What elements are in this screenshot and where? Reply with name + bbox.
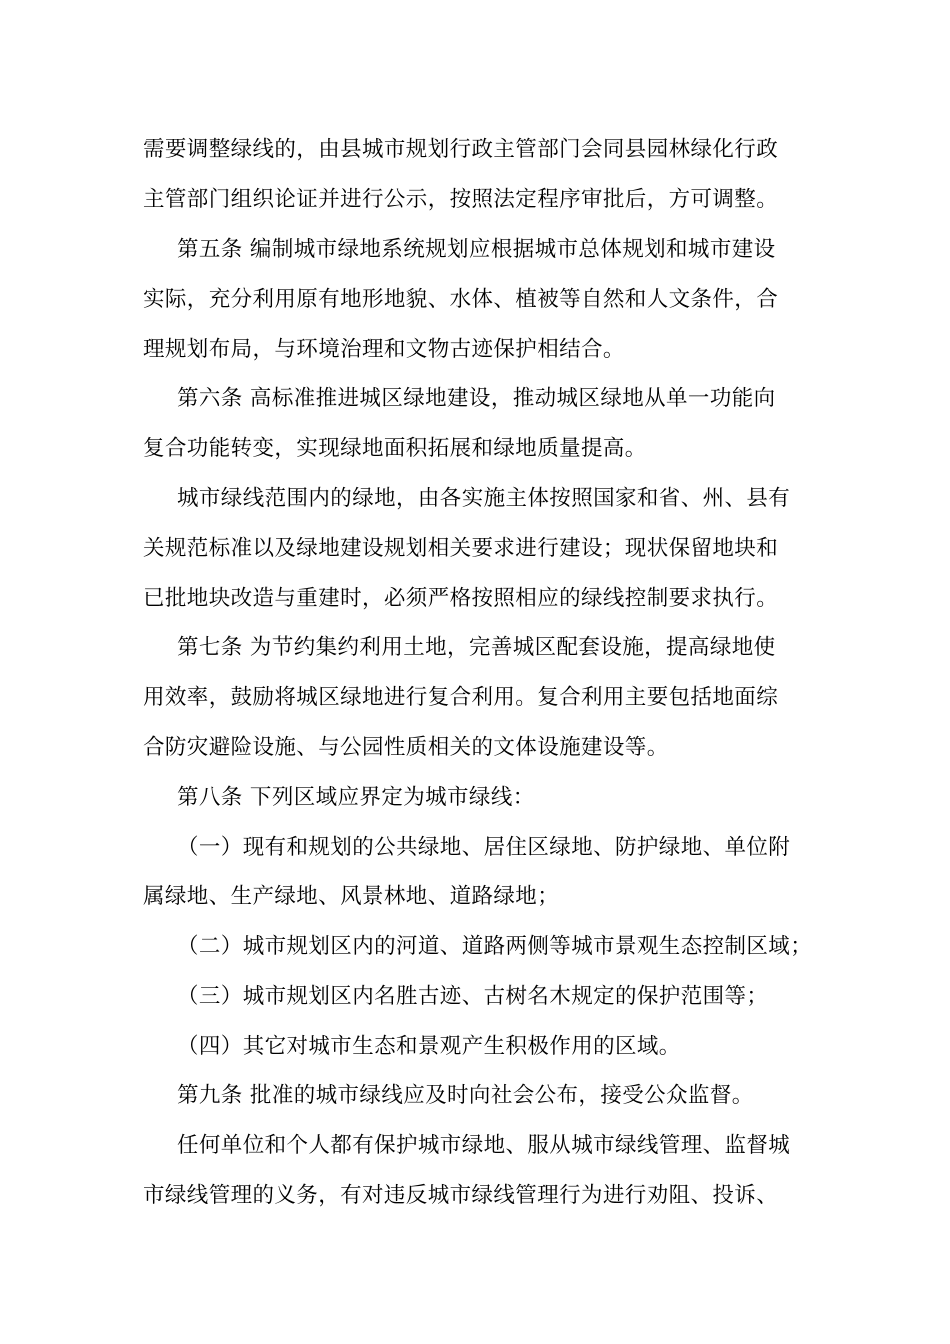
- list-item-1-line: （一）现有和规划的公共绿地、居住区绿地、防护绿地、单位附: [177, 835, 791, 860]
- text-line: 属绿地、生产绿地、风景林地、道路绿地；: [143, 884, 560, 909]
- text-line: 市绿线管理的义务，有对违反城市绿线管理行为进行劝阻、投诉、: [143, 1183, 779, 1208]
- text-line: 实际，充分利用原有地形地貌、水体、植被等自然和人文条件，合: [143, 287, 779, 312]
- paragraph-start-line: 任何单位和个人都有保护城市绿地、服从城市绿线管理、监督城: [177, 1133, 791, 1158]
- article-9-heading-line: 第九条 批准的城市绿线应及时向社会公布，接受公众监督。: [177, 1083, 754, 1108]
- text-line: 已批地块改造与重建时，必须严格按照相应的绿线控制要求执行。: [143, 586, 779, 611]
- text-line: 理规划布局，与环境治理和文物古迹保护相结合。: [143, 337, 625, 362]
- list-item-4-line: （四）其它对城市生态和景观产生积极作用的区域。: [177, 1034, 681, 1059]
- text-line: 合防灾避险设施、与公园性质相关的文体设施建设等。: [143, 735, 669, 760]
- paragraph-start-line: 城市绿线范围内的绿地，由各实施主体按照国家和省、州、县有: [177, 486, 791, 511]
- list-item-3-line: （三）城市规划区内名胜古迹、古树名木规定的保护范围等；: [177, 984, 769, 1009]
- text-line: 主管部门组织论证并进行公示，按照法定程序审批后，方可调整。: [143, 187, 779, 212]
- list-item-2-line: （二）城市规划区内的河道、道路两侧等城市景观生态控制区域；: [177, 934, 813, 959]
- text-line: 用效率，鼓励将城区绿地进行复合利用。复合利用主要包括地面综: [143, 685, 779, 710]
- article-8-heading-line: 第八条 下列区域应界定为城市绿线：: [177, 785, 535, 810]
- article-6-heading-line: 第六条 高标准推进城区绿地建设，推动城区绿地从单一功能向: [177, 386, 776, 411]
- text-line: 需要调整绿线的，由县城市规划行政主管部门会同县园林绿化行政: [143, 137, 779, 162]
- text-line: 复合功能转变，实现绿地面积拓展和绿地质量提高。: [143, 436, 647, 461]
- article-5-heading-line: 第五条 编制城市绿地系统规划应根据城市总体规划和城市建设: [177, 237, 776, 262]
- text-line: 关规范标准以及绿地建设规划相关要求进行建设；现状保留地块和: [143, 536, 779, 561]
- article-7-heading-line: 第七条 为节约集约利用土地，完善城区配套设施，提高绿地使: [177, 635, 776, 660]
